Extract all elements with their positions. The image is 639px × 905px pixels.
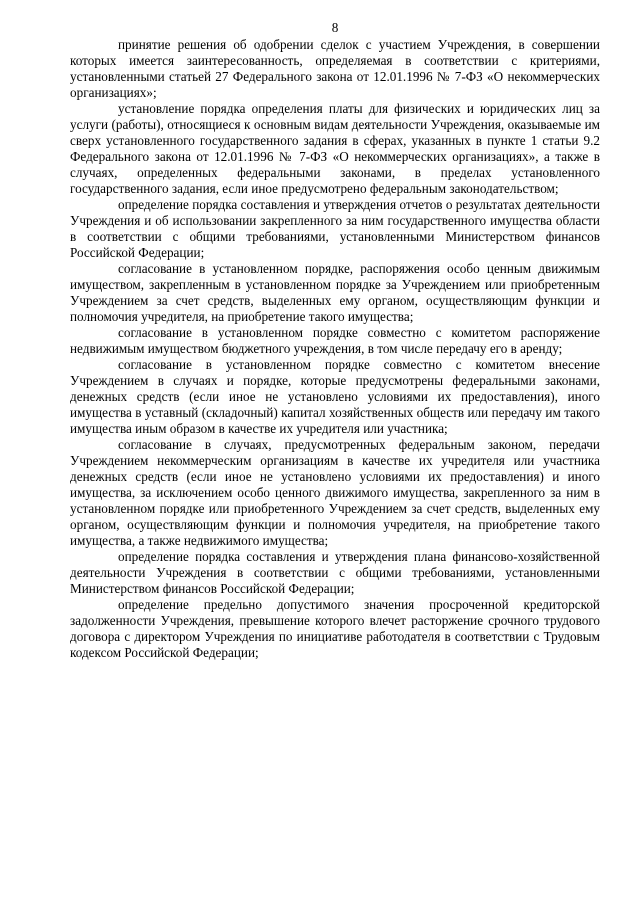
paragraph-financial-plan: определение порядка составления и утверждения плана финансово-хозяйственной деятельности Учреждения в соответствии с общими требованиями, установленными Министерством финансов Российской Федерации; [70,549,600,596]
paragraph-service-fees: установление порядка определения платы для физических и юридических лиц за услуги (работы), относящиеся к основным видам деятельности Учреждения, оказываемые им сверх установленного государственного задания в сферах, указанных в пункте 1 статьи 9.2 Федерального закона от 12.01.1996 № 7-ФЗ «О некоммерческих организациях», а также в случаях, определенных федеральными законами, в пределах установленного государственного задания, если иное предусмотрено федеральным законодательством; [70,101,600,196]
document-page [70,20,600,661]
paragraph-movable-property: согласование в установленном порядке, распоряжения особо ценным движимым имуществом, закрепленным в установленном порядке за Учреждением или приобретенным Учреждением за счет средств, выделенных ему органом, осуществляющим функции и полномочия учредителя, на приобретение такого имущества; [70,261,600,324]
paragraph-real-estate: согласование в установленном порядке совместно с комитетом распоряжение недвижимым имуществом бюджетного учреждения, в том числе передачу его в аренду; [70,325,600,356]
paragraph-activity-reports: определение порядка составления и утверждения отчетов о результатах деятельности Учреждения и об использовании закрепленного за ним государственного имущества области в соответствии с общими требованиями, установленными Министерством финансов Российской Федерации; [70,197,600,260]
page-number: 8 [331,20,339,35]
paragraph-overdue-debt: определение предельно допустимого значения просроченной кредиторской задолженности Учреждения, превышение которого влечет расторжение срочного трудового договора с директором Учреждения по инициативе работодателя в соответствии с Трудовым кодексом Российской Федерации; [70,597,600,660]
paragraph-capital-contribution: согласование в установленном порядке совместно с комитетом внесение Учреждением в случаях и порядке, которые предусмотрены федеральными законами, денежных средств (если иное не установлено условиями их предоставления), иного имущества в уставный (складочный) капитал хозяйственных обществ или передачу им такого имущества иным образом в качестве их учредителя или участника; [70,357,600,436]
paragraph-related-party-transactions: принятие решения об одобрении сделок с участием Учреждения, в совершении которых имеется заинтересованность, определяемая в соответствии с критериями, установленными статьей 27 Федерального закона от 12.01.1996 № 7-ФЗ «О некоммерческих организациях»; [70,37,600,100]
paragraph-transfer-to-nonprofits: согласование в случаях, предусмотренных федеральным законом, передачи Учреждением некоммерческим организациям в качестве их учредителя или участника денежных средств (если иное не установлено условиями их предоставления) и иного имущества, за исключением особо ценного движимого имущества, закрепленного за ним в установленном порядке или приобретенного Учреждением за счет средств, выделенных ему органом, осуществляющим функции и полномочия учредителя, на приобретение такого имущества, а также недвижимого имущества; [70,437,600,548]
